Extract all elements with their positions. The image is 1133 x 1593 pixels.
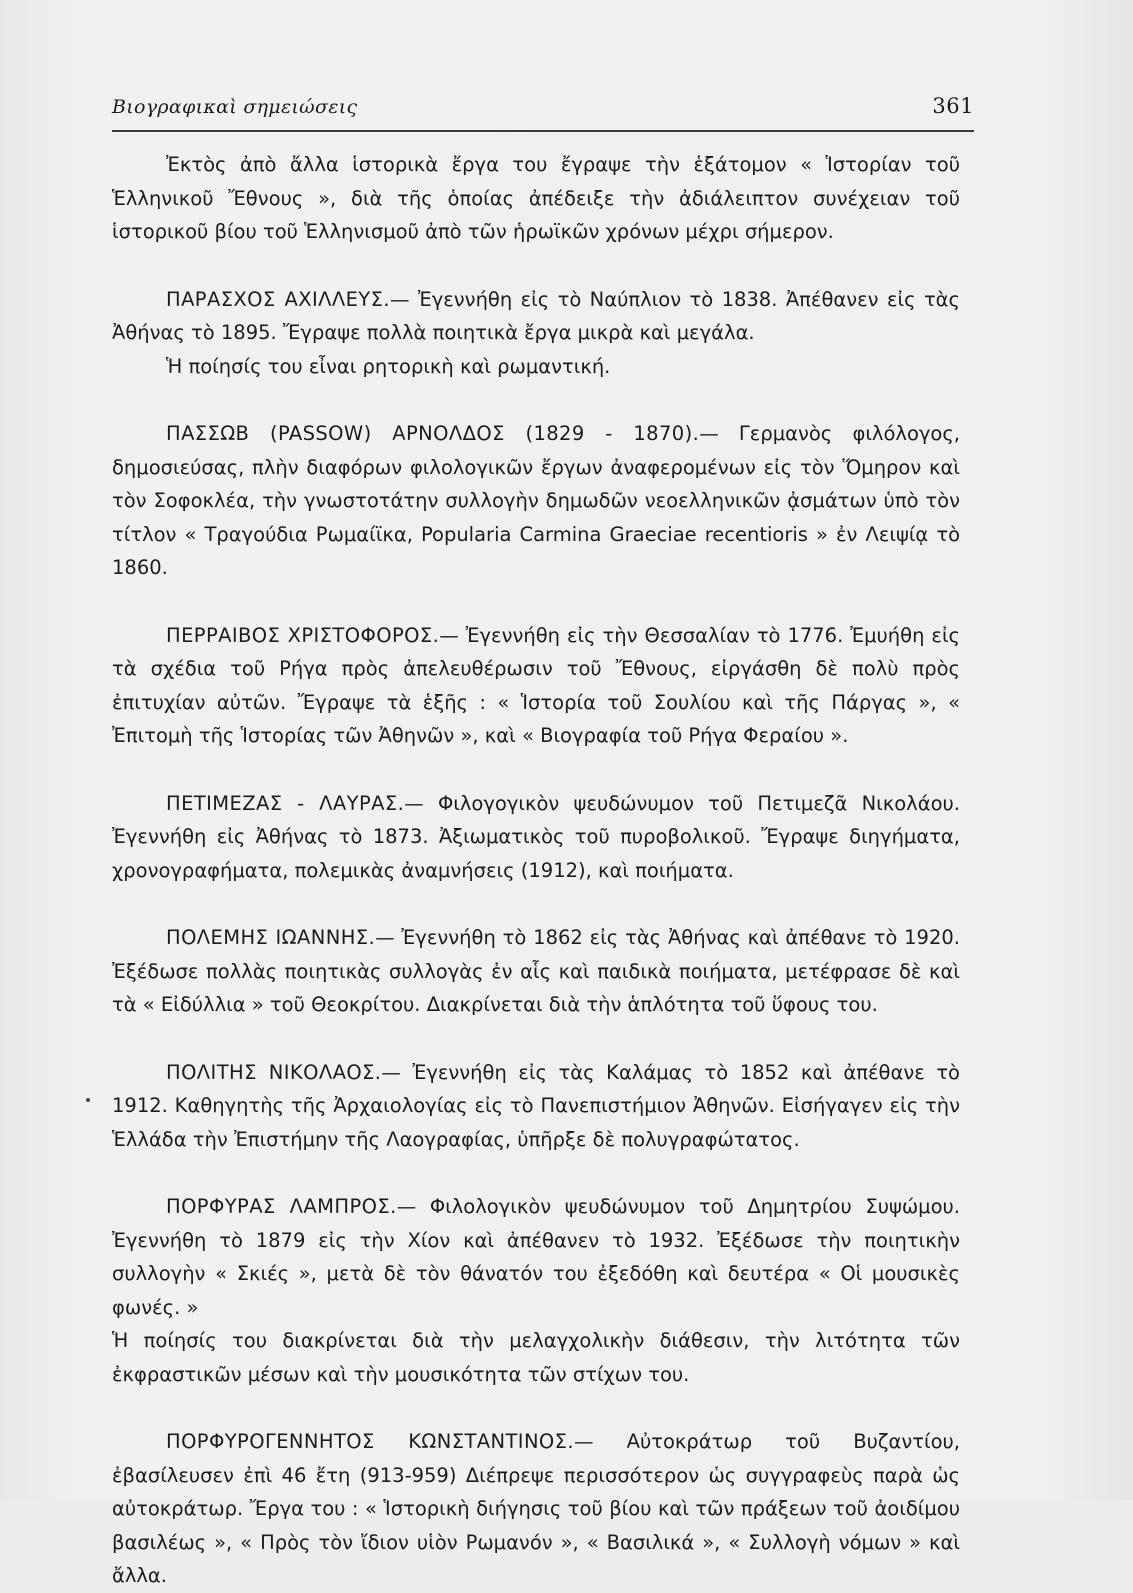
entry-name: ΠΟΡΦΥΡΟΓΕΝΝΗΤΟΣ ΚΩΝΣΤΑΝΤΙΝΟΣ. xyxy=(166,1430,574,1453)
entry-politis xyxy=(112,1056,960,1157)
entry-name: ΠΑΣΣΩΒ (PASSOW) ΑΡΝΟΛΔΟΣ (1829 - 1870). xyxy=(166,422,700,445)
entry-name: ΠΕΡΡΑΙΒΟΣ ΧΡΙΣΤΟΦΟΡΟΣ. xyxy=(166,623,440,647)
entry-porfyras xyxy=(112,1190,960,1391)
ink-speck xyxy=(86,1098,90,1102)
entry-perraivos xyxy=(112,619,960,753)
entry-extra: Ἡ ποίησίς του διακρίνεται διὰ τὴν μελαγχολικὴν διάθεσιν, τὴν λιτότητα τῶν ἐκφραστικῶν μέσων καὶ τὴν μουσικότητα τῶν στίχων του. xyxy=(112,1329,960,1386)
running-header xyxy=(112,94,974,132)
entry-name: ΠΟΡΦΥΡΑΣ ΛΑΜΠΡΟΣ. xyxy=(166,1195,397,1218)
intro-paragraph: Ἐκτὸς ἀπὸ ἄλλα ἱστορικὰ ἔργα του ἔγραψε τὴν ἑξάτομον « Ἱστορίαν τοῦ Ἑλληνικοῦ Ἔθνους », διὰ τῆς ὁποίας ἀπέδειξε τὴν ἀδιάλειπτον συνέχειαν τοῦ ἱστορικοῦ βίου τοῦ Ἑλληνισμοῦ ἀπὸ τῶν ἡρωϊκῶν χρόνων μέχρι σήμερον. xyxy=(112,153,960,243)
entry-name: ΠΕΤΙΜΕΖΑΣ - ΛΑΥΡΑΣ. xyxy=(166,791,405,815)
entry-text: — Ἐγεννήθη εἰς τὴν Θεσσαλίαν τὸ 1776. Ἐμυήθη εἰς τὰ σχέδια τοῦ Ρήγα πρὸς ἀπελευθέρωσιν τοῦ Ἔθνους, εἰργάσθη δὲ πολὺ πρὸς ἐπιτυχίαν αὐτῶν. Ἔγραψε τὰ ἑξῆς : « Ἱστορία τοῦ Σουλίου καὶ τῆς Πάργας », « Ἐπιτομὴ τῆς Ἱστορίας τῶν Ἀθηνῶν », καὶ « Βιογραφία τοῦ Ρήγα Φεραίου ». xyxy=(112,623,960,747)
page-number: 361 xyxy=(932,94,974,118)
entry-text: — Γερμανὸς φιλόλογος, δημοσιεύσας, πλὴν διαφόρων φιλολογικῶν ἔργων ἀναφερομένων εἰς τὸν Ὅμηρον καὶ τὸν Σοφοκλέα, τὴν γνωστοτάτην συλλογὴν δημωδῶν νεοελληνικῶν ᾀσμάτων ὑπὸ τὸν τίτλον « Τραγούδια Ρωμαίϊκα, Popularia Carmina Graeciae recentioris » ἐν Λειψίᾳ τὸ 1860. xyxy=(112,422,960,579)
entry-name: ΠΟΛΙΤΗΣ ΝΙΚΟΛΑΟΣ. xyxy=(166,1060,382,1084)
entry-passow xyxy=(112,417,960,585)
entry-parasxos xyxy=(112,283,960,384)
entry-name: ΠΟΛΕΜΗΣ ΙΩΑΝΝΗΣ. xyxy=(166,926,376,949)
header-title: Βιογραφικαὶ σημειώσεις xyxy=(112,96,358,118)
entry-petimezas xyxy=(112,787,960,888)
entry-text: — Ἐγεννήθη τὸ 1862 εἰς τὰς Ἀθήνας καὶ ἀπέθανε τὸ 1920. Ἐξέδωσε πολλὰς ποιητικὰς συλλογὰς ἐν αἷς καὶ παιδικὰ ποιήματα, μετέφρασε δὲ καὶ τὰ « Εἰδύλλια » τοῦ Θεοκρίτου. Διακρίνεται διὰ τὴν ἁπλότητα τοῦ ὕφους του. xyxy=(112,926,960,1016)
entry-extra: Ἡ ποίησίς του εἶναι ρητορικὴ καὶ ρωμαντική. xyxy=(166,354,611,378)
entry-text: — Ἐγεννήθη εἰς τὸ Ναύπλιον τὸ 1838. Ἀπέθανεν εἰς τὰς Ἀθήνας τὸ 1895. Ἔγραψε πολλὰ ποιητικὰ ἔργα μικρὰ καὶ μεγάλα. xyxy=(112,287,960,344)
entry-text: — Φιλογογικὸν ψευδώνυμον τοῦ Πετιμεζᾶ Νικολάου. Ἐγεννήθη εἰς Ἀθήνας τὸ 1873. Ἀξιωματικὸς τοῦ πυροβολικοῦ. Ἔγραψε διηγήματα, χρονογραφήματα, πολεμικὰς ἀναμνήσεις (1912), καὶ ποιήματα. xyxy=(112,791,960,882)
entry-polemis xyxy=(112,921,960,1022)
page-body xyxy=(112,148,960,1593)
entry-text: — Φιλολογικὸν ψευδώνυμον τοῦ Δημητρίου Συψώμου. Ἐγεννήθη τὸ 1879 εἰς τὴν Χίον καὶ ἀπέθανεν τὸ 1932. Ἐξέδωσε τὴν ποιητικὴν συλλογὴν « Σκιές », μετὰ δὲ τὸν θάνατόν του ἐξεδόθη καὶ δευτέρα « Οἱ μουσικὲς φωνές. » xyxy=(112,1195,960,1319)
entry-porfyrogennitos xyxy=(112,1425,960,1593)
entry-name: ΠΑΡΑΣΧΟΣ ΑΧΙΛΛΕΥΣ. xyxy=(166,287,390,311)
entry-text: — Αὐτοκράτωρ τοῦ Βυζαντίου, ἐβασίλευσεν ἐπὶ 46 ἔτη (913-959) Διέπρεψε περισσότερον ὡς συγγραφεὺς παρὰ ὡς αὐτοκράτωρ. Ἔργα του : « Ἱστορικὴ διήγησις τοῦ βίου καὶ τῶν πράξεων τοῦ ἀοιδίμου βασιλέως », « Πρὸς τὸν ἴδιον υἱὸν Ρωμανόν », « Βασιλικά », « Συλλογὴ νόμων » καὶ ἄλλα. xyxy=(112,1430,960,1587)
entry-text: — Ἐγεννήθη εἰς τὰς Καλάμας τὸ 1852 καὶ ἀπέθανε τὸ 1912. Καθηγητὴς τῆς Ἀρχαιολογίας εἰς τὸ Πανεπιστήμιον Ἀθηνῶν. Εἰσήγαγεν εἰς τὴν Ἑλλάδα τὴν Ἐπιστήμην τῆς Λαογραφίας, ὑπῆρξε δὲ πολυγραφώτατος. xyxy=(112,1060,960,1151)
